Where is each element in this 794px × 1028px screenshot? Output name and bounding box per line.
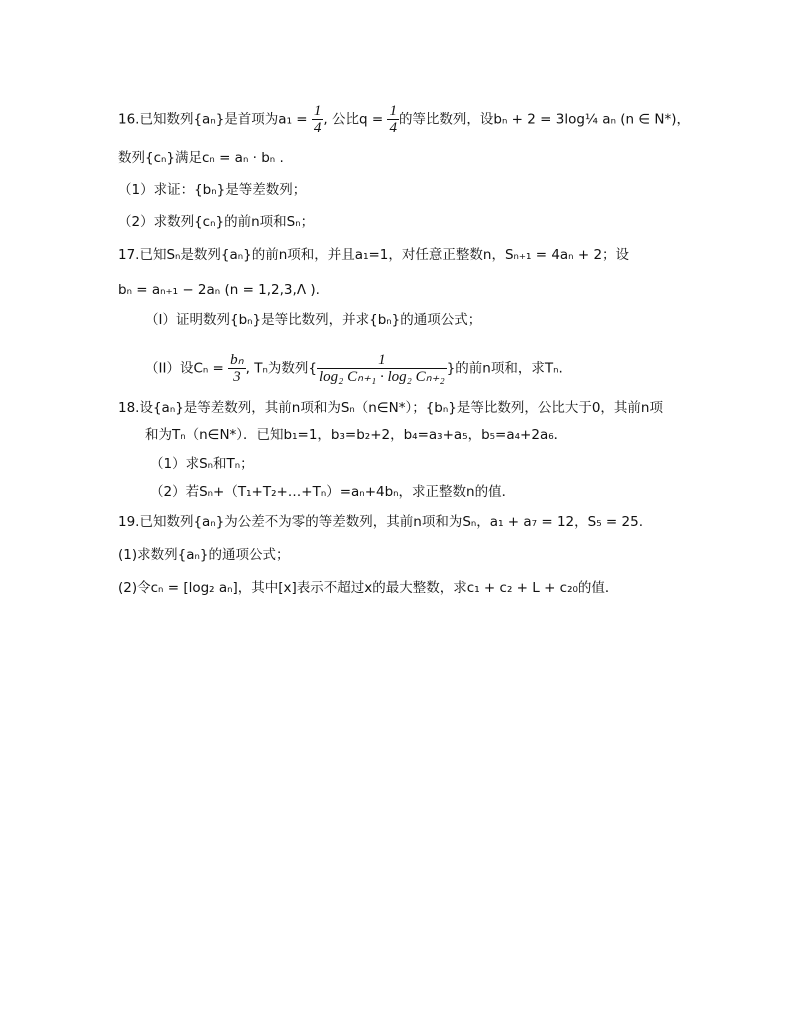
q18-line2: 和为Tₙ（n∈N*）．已知b₁=1，b₃=b₂+2，b₄=a₃+a₅，b₅=a₄+2a₆． (145, 427, 568, 443)
q17-t-numerator: 1 (317, 352, 447, 369)
q17-line2: bₙ = aₙ₊₁ − 2aₙ (n = 1,2,3,Λ ). (118, 282, 320, 298)
q17-line1: 17.已知Sₙ是数列{aₙ}的前n项和，并且a₁=1，对任意正整数n，Sₙ₊₁ = 4aₙ + 2；设 (118, 247, 630, 263)
q19-line1: 19.已知数列{aₙ}为公差不为零的等差数列，其前n项和为Sₙ，a₁ + a₇ = 12，S₅ = 25. (118, 514, 643, 530)
q18-line1: 18.设{aₙ}是等差数列，其前n项和为Sₙ（n∈N*）；{bₙ}是等比数列，公比大于0，其前n项 (118, 400, 663, 416)
q17-c-fraction (228, 352, 245, 385)
q17-c-numerator: bₙ (230, 352, 244, 368)
q17-c-denominator: 3 (233, 369, 241, 385)
q16-part2: （2）求数列{cₙ}的前n项和Sₙ； (118, 214, 315, 230)
q17-part2-pre: （II）设Cₙ = (145, 360, 229, 377)
q17-part1: （I）证明数列{bₙ}是等比数列，并求{bₙ}的通项公式； (145, 312, 482, 328)
q17-t-fraction (317, 352, 447, 385)
q16-line1-mid: , 公比q = (323, 111, 388, 128)
q16-a1-fraction (312, 103, 324, 136)
q16-q-denominator: 4 (389, 120, 397, 136)
q17-part2 (145, 352, 563, 385)
q16-line1 (118, 103, 690, 136)
q19-part1: (1)求数列{aₙ}的通项公式； (118, 547, 290, 563)
q16-line1-tail: 的等比数列，设bₙ + 2 = 3log¼ aₙ (n ∈ N*)， (398, 111, 691, 128)
q17-part2-mid: , Tₙ为数列{ (245, 360, 317, 377)
q16-q-numerator: 1 (389, 103, 397, 119)
q16-a1-numerator: 1 (313, 103, 322, 119)
q16-q-fraction (387, 103, 399, 136)
q16-line1-text: 16.已知数列{aₙ}是首项为a₁ = (118, 111, 312, 128)
q18-part1: （1）求Sₙ和Tₙ； (150, 456, 254, 472)
q17-t-denominator: log₂ Cₙ₊₁ · log₂ Cₙ₊₂ (318, 369, 445, 385)
q16-part1: （1）求证：{bₙ}是等差数列； (118, 182, 307, 198)
q18-part2: （2）若Sₙ+（T₁+T₂+…+Tₙ）=aₙ+4bₙ，求正整数n的值． (150, 484, 516, 500)
q16-line2: 数列{cₙ}满足cₙ = aₙ · bₙ . (118, 150, 284, 166)
q16-a1-denominator: 4 (313, 120, 322, 136)
q17-part2-post: }的前n项和，求Tₙ. (446, 360, 563, 377)
q19-part2: (2)令cₙ = [log₂ aₙ]，其中[x]表示不超过x的最大整数，求c₁ + c₂ + L + c₂₀的值． (118, 580, 619, 596)
